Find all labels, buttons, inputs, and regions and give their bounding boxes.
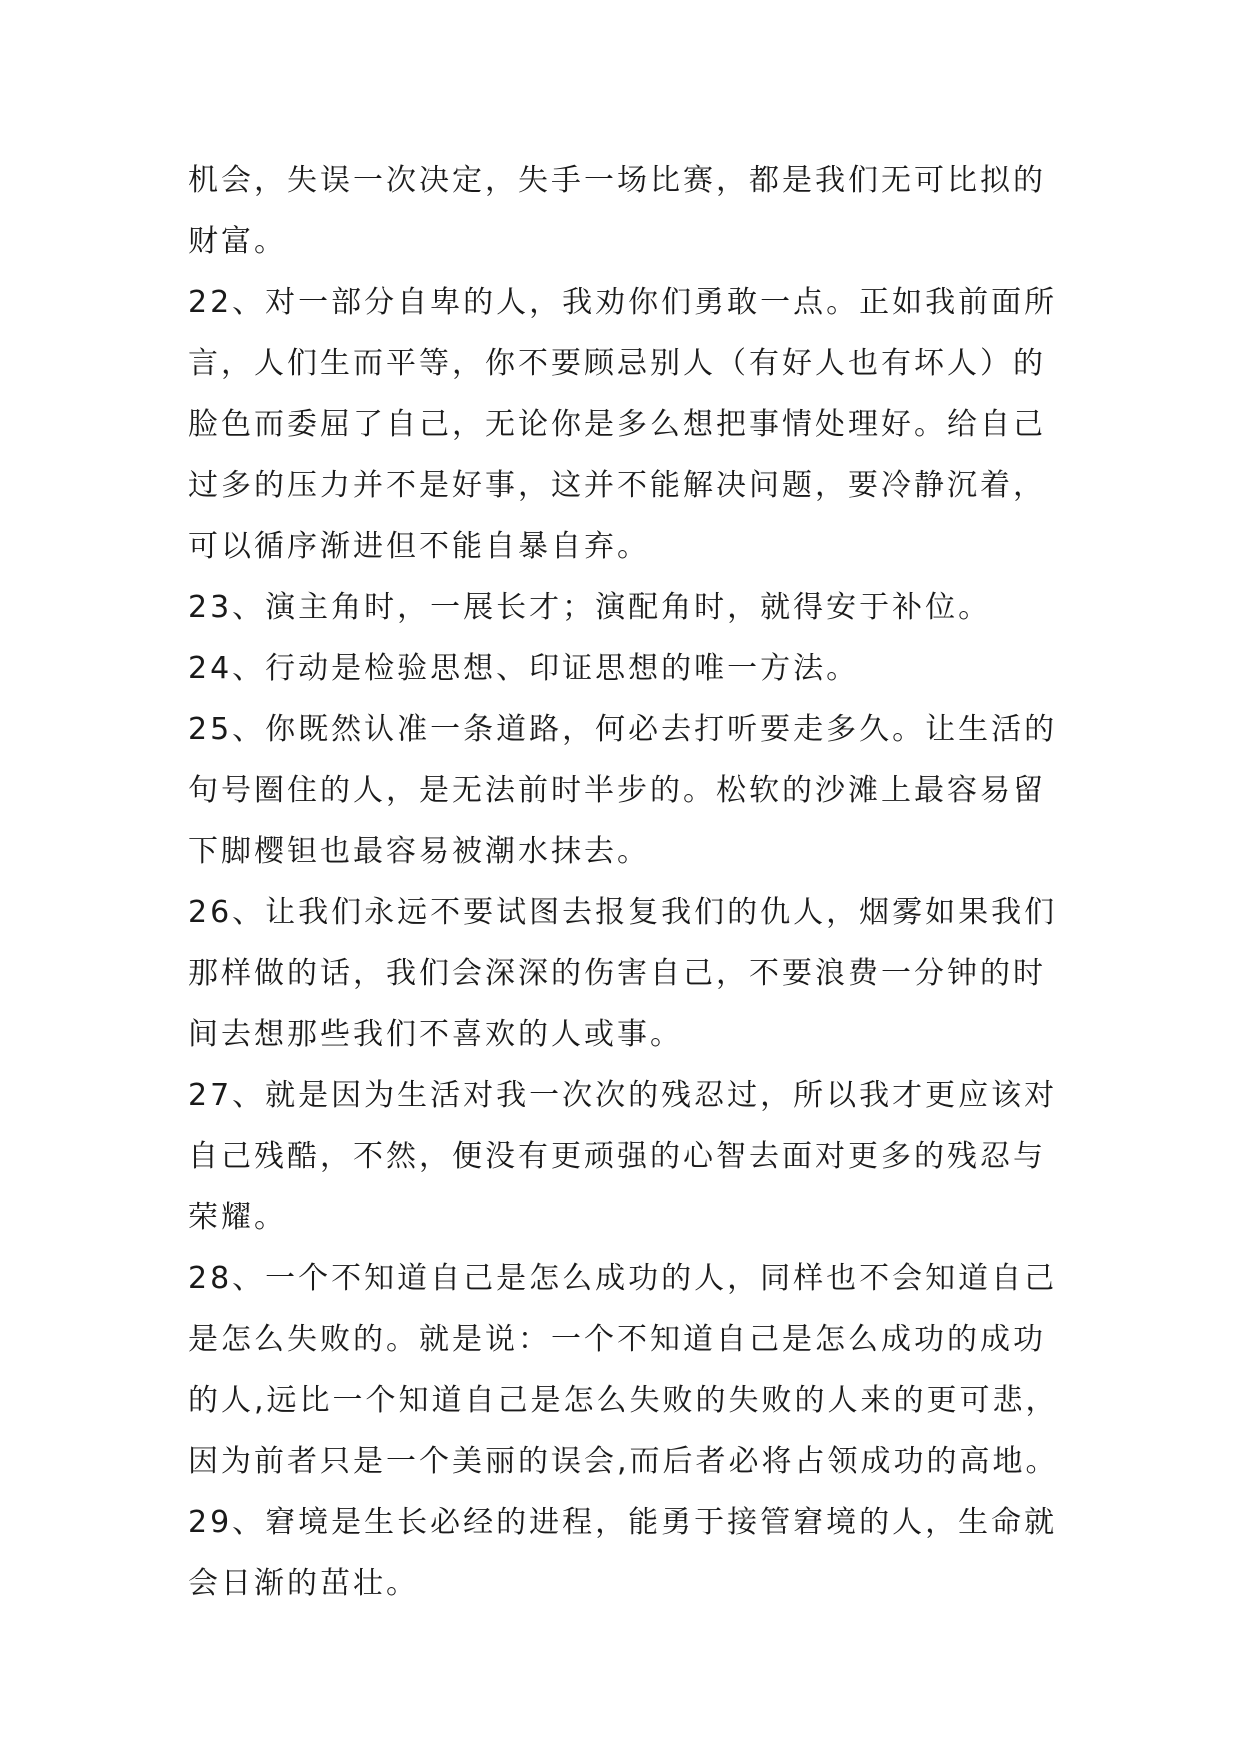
- text-line: 22、对一部分自卑的人，我劝你们勇敢一点。正如我前面所: [188, 285, 1058, 320]
- text-line: 句号圈住的人，是无法前时半步的。松软的沙滩上最容易留: [188, 773, 1046, 808]
- text-line: 荣耀。: [188, 1200, 287, 1235]
- text-line: 23、演主角时，一展长才；演配角时，就得安于补位。: [188, 590, 992, 625]
- text-line: 财富。: [188, 224, 287, 259]
- text-line: 会日渐的茁壮。: [188, 1566, 419, 1601]
- text-line: 29、窘境是生长必经的进程，能勇于接管窘境的人，生命就: [188, 1505, 1058, 1540]
- text-line: 24、行动是检验思想、印证思想的唯一方法。: [188, 651, 860, 686]
- text-line: 脸色而委屈了自己，无论你是多么想把事情处理好。给自己: [188, 407, 1046, 442]
- text-line: 27、就是因为生活对我一次次的残忍过，所以我才更应该对: [188, 1078, 1058, 1113]
- text-line: 因为前者只是一个美丽的误会,而后者必将占领成功的高地。: [188, 1444, 1059, 1479]
- text-line: 可以循序渐进但不能自暴自弃。: [188, 529, 650, 564]
- text-line: 自己残酷，不然，便没有更顽强的心智去面对更多的残忍与: [188, 1139, 1046, 1174]
- text-line: 26、让我们永远不要试图去报复我们的仇人，烟雾如果我们: [188, 895, 1058, 930]
- text-line: 过多的压力并不是好事，这并不能解决问题，要冷静沉着，: [188, 468, 1046, 503]
- text-line: 25、你既然认准一条道路，何必去打听要走多久。让生活的: [188, 712, 1058, 747]
- text-line: 的人,远比一个知道自己是怎么失败的失败的人来的更可悲，: [188, 1383, 1059, 1418]
- text-line: 言，人们生而平等，你不要顾忌别人（有好人也有坏人）的: [188, 346, 1046, 381]
- text-line: 28、一个不知道自己是怎么成功的人，同样也不会知道自己: [188, 1261, 1058, 1296]
- text-line: 是怎么失败的。就是说：一个不知道自己是怎么成功的成功: [188, 1322, 1046, 1357]
- text-line: 机会，失误一次决定，失手一场比赛，都是我们无可比拟的: [188, 163, 1046, 198]
- text-line: 间去想那些我们不喜欢的人或事。: [188, 1017, 683, 1052]
- text-line: 那样做的话，我们会深深的伤害自己，不要浪费一分钟的时: [188, 956, 1046, 991]
- text-line: 下脚樱钽也最容易被潮水抹去。: [188, 834, 650, 869]
- document-body: [188, 150, 1058, 1614]
